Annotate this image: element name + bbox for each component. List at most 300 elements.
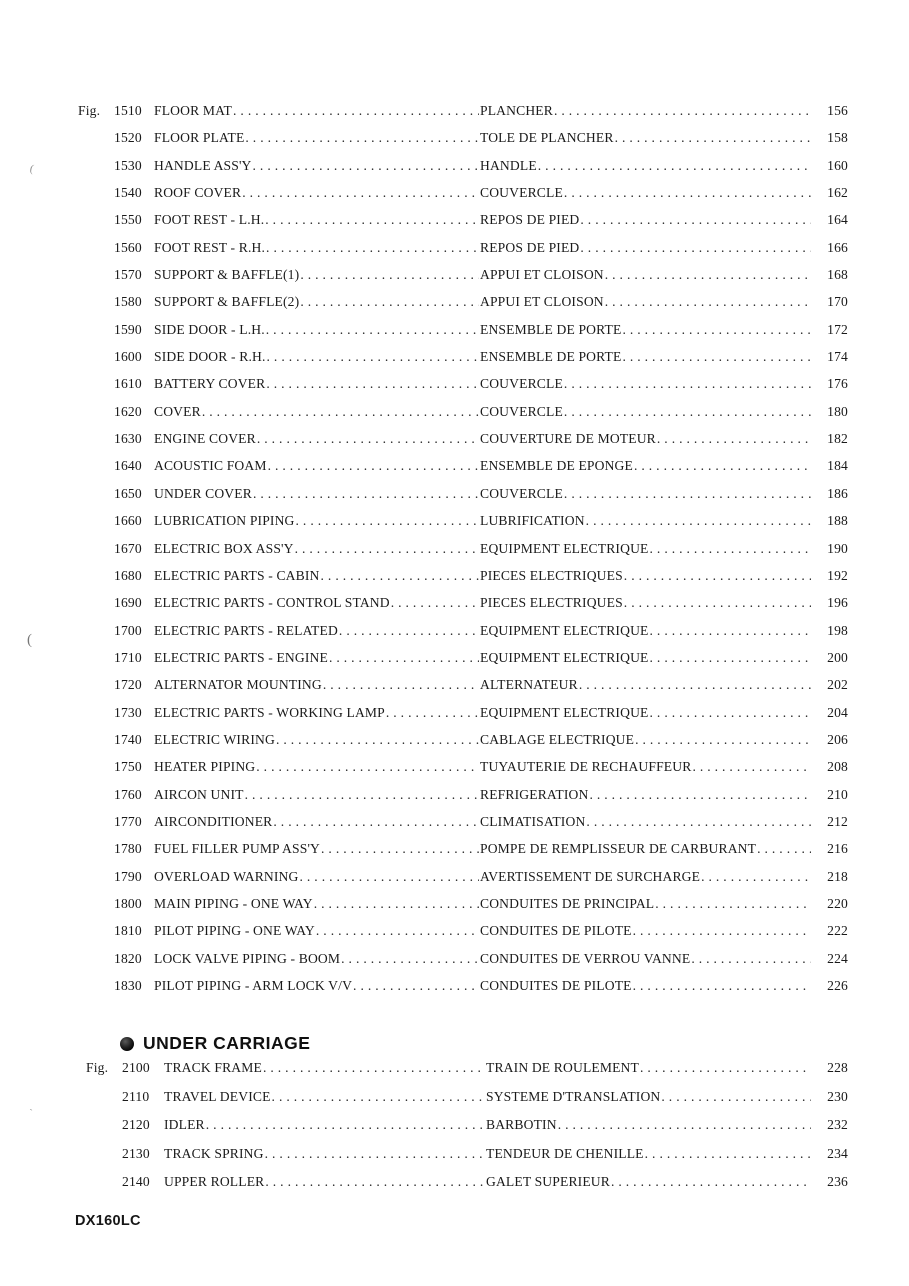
title-french: COUVERCLE [480, 185, 563, 201]
dot-leader [564, 486, 811, 502]
title-english: LUBRICATION PIPING [154, 513, 295, 529]
figure-number: 1820 [114, 950, 142, 966]
page-number: 218 [827, 868, 848, 884]
page-number: 226 [827, 978, 848, 993]
toc-row [78, 130, 848, 157]
title-french: LUBRIFICATION [480, 513, 585, 529]
title-french-block [480, 759, 812, 775]
page-number: 182 [827, 431, 848, 447]
dot-leader [650, 541, 811, 557]
title-english: HEATER PIPING [154, 759, 256, 775]
figure-number: 1560 [114, 239, 142, 255]
title-english-block [154, 978, 480, 994]
figure-number: 2100 [122, 1060, 150, 1075]
dot-leader [202, 404, 479, 420]
title-english-block [154, 103, 480, 119]
toc-row [78, 158, 848, 185]
toc-row [78, 212, 848, 239]
dot-leader [296, 513, 479, 529]
title-french-block [480, 869, 812, 885]
title-french: TENDEUR DE CHENILLE [486, 1145, 644, 1161]
page-number: 174 [827, 349, 848, 365]
page-number: 228 [827, 1060, 848, 1075]
dot-leader [633, 978, 811, 994]
title-french: EQUIPMENT ELECTRIQUE [480, 540, 649, 556]
title-english: AIRCON UNIT [154, 786, 244, 802]
title-french-block [480, 650, 812, 666]
title-english: FLOOR PLATE [154, 130, 245, 146]
title-english-block [154, 650, 480, 666]
dot-leader [329, 650, 479, 666]
dot-leader [316, 923, 479, 939]
figure-number: 1540 [114, 185, 142, 201]
dot-leader [233, 103, 479, 119]
figure-number: 1830 [114, 978, 142, 993]
title-english-block [154, 158, 480, 174]
title-french: REFRIGERATION [480, 786, 589, 802]
toc-row [78, 759, 848, 786]
page-number: 206 [827, 731, 848, 747]
toc-row [78, 923, 848, 950]
title-english: ELECTRIC PARTS - CONTROL STAND [154, 595, 390, 611]
dot-leader [295, 541, 479, 557]
title-french-block [480, 376, 812, 392]
title-english-block [154, 951, 480, 967]
title-french: ENSEMBLE DE PORTE [480, 321, 622, 337]
toc-row [78, 650, 848, 677]
title-english: AIRCONDITIONER [154, 813, 273, 829]
figure-number: 1800 [114, 895, 142, 911]
page-number: 230 [827, 1088, 848, 1104]
page-number: 208 [827, 759, 848, 775]
figure-number: 1580 [114, 294, 142, 310]
title-english: PILOT PIPING - ARM LOCK V/V [154, 978, 353, 993]
title-english: OVERLOAD WARNING [154, 868, 299, 884]
figure-number: 1650 [114, 485, 142, 501]
figure-number: 2140 [122, 1174, 150, 1190]
dot-leader [757, 841, 811, 857]
title-french-block [480, 595, 812, 611]
dot-leader [692, 759, 811, 775]
figure-number: 1780 [114, 841, 142, 857]
toc-row [78, 322, 848, 349]
toc-row [78, 185, 848, 212]
title-french-block [480, 267, 812, 283]
dot-leader [323, 677, 479, 693]
title-english: SIDE DOOR - R.H. [154, 349, 266, 365]
dot-leader [538, 158, 811, 174]
title-english-block [154, 869, 480, 885]
dot-leader [273, 814, 479, 830]
figure-number: 1600 [114, 349, 142, 365]
page-number: 168 [827, 267, 848, 283]
toc-row [78, 513, 848, 540]
title-english-block [154, 349, 480, 365]
title-english: PILOT PIPING - ONE WAY [154, 923, 315, 939]
title-french: POMPE DE REMPLISSEUR DE CARBURANT [480, 841, 757, 857]
title-english-block [154, 732, 480, 748]
page-number: 186 [827, 485, 848, 501]
title-french-block [480, 841, 812, 857]
title-french-block [480, 923, 812, 939]
dot-leader [253, 158, 479, 174]
title-english-block [154, 595, 480, 611]
toc-row [78, 431, 848, 458]
toc-row [78, 568, 848, 595]
title-english: MAIN PIPING - ONE WAY [154, 895, 313, 911]
title-french-block [480, 951, 812, 967]
figure-number: 1790 [114, 868, 142, 884]
title-french: ENSEMBLE DE EPONGE [480, 458, 633, 474]
title-english-block [154, 294, 480, 310]
title-french: REPOS DE PIED [480, 212, 580, 228]
title-french-block [480, 787, 812, 803]
title-english-block [154, 376, 480, 392]
figure-number: 1550 [114, 212, 142, 228]
title-french: CONDUITES DE PILOTE [480, 978, 632, 993]
figure-number: 1740 [114, 731, 142, 747]
figure-number: 1570 [114, 267, 142, 283]
page-number: 170 [827, 294, 848, 310]
dot-leader [245, 787, 479, 803]
toc-row [78, 787, 848, 814]
title-french-block [486, 1146, 812, 1162]
dot-leader [580, 212, 811, 228]
title-english-block [154, 705, 480, 721]
title-french: PIECES ELECTRIQUES [480, 595, 623, 611]
title-french: CONDUITES DE PILOTE [480, 923, 632, 939]
title-french: COUVERCLE [480, 376, 563, 392]
title-english: SUPPORT & BAFFLE(2) [154, 294, 300, 310]
toc-row [78, 349, 848, 376]
title-french-block [486, 1060, 812, 1076]
figure-number: 1690 [114, 595, 142, 611]
title-french: TOLE DE PLANCHER [480, 130, 614, 146]
title-english: ELECTRIC PARTS - ENGINE [154, 649, 328, 665]
dot-leader [622, 322, 811, 338]
page-number: 220 [827, 895, 848, 911]
dot-leader [268, 458, 479, 474]
dot-leader [564, 376, 811, 392]
figure-number: 1700 [114, 622, 142, 638]
figure-number: 1630 [114, 431, 142, 447]
title-french-block [480, 212, 812, 228]
title-french-block [480, 103, 812, 119]
scan-artifact-mark: ( [28, 162, 35, 176]
page-number: 210 [827, 786, 848, 802]
toc-row [78, 841, 848, 868]
title-french: REPOS DE PIED [480, 239, 580, 255]
title-french: GALET SUPERIEUR [486, 1174, 610, 1190]
toc-row [86, 1146, 848, 1175]
figure-number: 2110 [122, 1088, 150, 1104]
title-english-block [154, 841, 480, 857]
title-french: BARBOTIN [486, 1117, 557, 1133]
title-french-block [480, 732, 812, 748]
dot-leader [640, 1060, 811, 1076]
dot-leader [634, 458, 811, 474]
title-french: TUYAUTERIE DE RECHAUFFEUR [480, 759, 692, 775]
dot-leader [242, 185, 479, 201]
title-english: ACOUSTIC FOAM [154, 458, 267, 474]
figure-number: 1680 [114, 567, 142, 583]
dot-leader [586, 814, 811, 830]
dot-leader [558, 1117, 811, 1133]
scan-artifact-mark: ( [27, 632, 32, 648]
page-number: 222 [827, 923, 848, 939]
title-french-block [480, 349, 812, 365]
figure-number: 1510 [114, 103, 142, 118]
title-english-block [154, 240, 480, 256]
section-bullet-icon [120, 1037, 134, 1051]
title-english-block [154, 623, 480, 639]
page-number: 184 [827, 458, 848, 474]
dot-leader [300, 267, 479, 283]
dot-leader [300, 294, 479, 310]
dot-leader [615, 130, 811, 146]
title-english: ELECTRIC BOX ASS'Y [154, 540, 294, 556]
page-number: 172 [827, 321, 848, 337]
figure-number: 1750 [114, 759, 142, 775]
title-english: ELECTRIC PARTS - RELATED [154, 622, 338, 638]
toc-row [78, 103, 848, 130]
dot-leader [339, 623, 479, 639]
page-number: 156 [827, 103, 848, 118]
dot-leader [701, 869, 811, 885]
title-french: SYSTEME D'TRANSLATION [486, 1088, 661, 1104]
title-french-block [480, 431, 812, 447]
title-french: ENSEMBLE DE PORTE [480, 349, 622, 365]
dot-leader [635, 732, 811, 748]
page-number: 202 [827, 677, 848, 693]
page-number: 232 [827, 1117, 848, 1133]
toc-row [78, 294, 848, 321]
dot-leader [272, 1089, 485, 1105]
title-french-block [480, 814, 812, 830]
title-english: SUPPORT & BAFFLE(1) [154, 267, 300, 283]
dot-leader [265, 1146, 485, 1162]
dot-leader [554, 103, 811, 119]
dot-leader [391, 595, 479, 611]
page-number: 198 [827, 622, 848, 638]
title-french: PIECES ELECTRIQUES [480, 567, 623, 583]
dot-leader [661, 1089, 811, 1105]
fig-label: Fig. [86, 1060, 109, 1075]
dot-leader [300, 869, 480, 885]
title-french: HANDLE [480, 157, 537, 173]
figure-number: 1640 [114, 458, 142, 474]
title-english: TRACK SPRING [164, 1145, 264, 1161]
dot-leader [605, 267, 811, 283]
figure-number: 2130 [122, 1145, 150, 1161]
toc-row [78, 677, 848, 704]
page-number: 234 [827, 1145, 848, 1161]
dot-leader [386, 705, 479, 721]
title-french: CONDUITES DE PRINCIPAL [480, 895, 655, 911]
toc-row [78, 705, 848, 732]
title-french-block [480, 513, 812, 529]
dot-leader [257, 431, 479, 447]
page-number: 164 [827, 212, 848, 228]
title-french-block [480, 623, 812, 639]
dot-leader [655, 896, 811, 912]
title-french-block [480, 322, 812, 338]
title-english-block [154, 541, 480, 557]
figure-number: 1610 [114, 376, 142, 392]
dot-leader [253, 486, 479, 502]
figure-number: 1810 [114, 923, 142, 939]
toc-row [78, 486, 848, 513]
title-french: CONDUITES DE VERROU VANNE [480, 950, 691, 966]
toc-section-body-attachments [78, 103, 848, 1005]
dot-leader [589, 787, 811, 803]
toc-section-under-carriage [86, 1060, 848, 1203]
title-french: EQUIPMENT ELECTRIQUE [480, 704, 649, 720]
dot-leader [265, 1174, 485, 1190]
dot-leader [265, 212, 479, 228]
dot-leader [321, 841, 479, 857]
title-english: FOOT REST - L.H. [154, 212, 265, 228]
dot-leader [314, 896, 479, 912]
figure-number: 1760 [114, 786, 142, 802]
title-french: CABLAGE ELECTRIQUE [480, 731, 635, 747]
title-english: ENGINE COVER [154, 431, 256, 447]
dot-leader [564, 404, 811, 420]
title-french: AVERTISSEMENT DE SURCHARGE [480, 868, 701, 884]
title-english-block [154, 513, 480, 529]
title-french: PLANCHER [480, 103, 553, 118]
title-english-block [154, 677, 480, 693]
title-english: ELECTRIC PARTS - CABIN [154, 567, 320, 583]
toc-row [78, 376, 848, 403]
figure-number: 1590 [114, 321, 142, 337]
title-english: UPPER ROLLER [164, 1174, 265, 1190]
title-english-block [154, 759, 480, 775]
title-french-block [480, 404, 812, 420]
title-french: COUVERCLE [480, 403, 563, 419]
dot-leader [624, 568, 811, 584]
title-english-block [154, 568, 480, 584]
toc-row [86, 1060, 848, 1089]
title-english-block [154, 212, 480, 228]
toc-row [78, 896, 848, 923]
title-french: TRAIN DE ROULEMENT [486, 1060, 639, 1075]
page-number: 200 [827, 649, 848, 665]
page-number: 180 [827, 403, 848, 419]
title-english-block [164, 1174, 486, 1190]
toc-row [78, 404, 848, 431]
dot-leader [256, 759, 479, 775]
figure-number: 1710 [114, 649, 142, 665]
title-english-block [154, 923, 480, 939]
title-french-block [480, 705, 812, 721]
title-english-block [154, 458, 480, 474]
title-french: COUVERCLE [480, 485, 563, 501]
title-french: CLIMATISATION [480, 813, 586, 829]
dot-leader [579, 677, 811, 693]
toc-row [78, 814, 848, 841]
toc-row [78, 240, 848, 267]
dot-leader [605, 294, 811, 310]
title-french-block [480, 486, 812, 502]
page-number: 192 [827, 567, 848, 583]
dot-leader [611, 1174, 811, 1190]
dot-leader [353, 978, 479, 994]
title-english-block [154, 267, 480, 283]
title-french: COUVERTURE DE MOTEUR [480, 431, 656, 447]
page-number: 188 [827, 513, 848, 529]
page-number: 236 [827, 1174, 848, 1190]
title-english: UNDER COVER [154, 485, 252, 501]
toc-row [78, 951, 848, 978]
dot-leader [622, 349, 811, 365]
dot-leader [624, 595, 811, 611]
title-french-block [486, 1174, 812, 1190]
title-english: FOOT REST - R.H. [154, 239, 266, 255]
dot-leader [245, 130, 479, 146]
toc-row [78, 458, 848, 485]
title-french: ALTERNATEUR [480, 677, 578, 693]
toc-row [78, 869, 848, 896]
title-english: BATTERY COVER [154, 376, 266, 392]
dot-leader [645, 1146, 811, 1162]
dot-leader [206, 1117, 485, 1133]
title-english: FLOOR MAT [154, 103, 233, 118]
title-french-block [486, 1089, 812, 1105]
figure-number: 1730 [114, 704, 142, 720]
dot-leader [321, 568, 479, 584]
dot-leader [341, 951, 479, 967]
figure-number: 1530 [114, 157, 142, 173]
fig-label: Fig. [78, 103, 101, 118]
title-english: IDLER [164, 1117, 205, 1133]
dot-leader [266, 240, 479, 256]
figure-number: 1620 [114, 403, 142, 419]
page-number: 224 [827, 950, 848, 966]
figure-number: 1770 [114, 813, 142, 829]
page-number: 158 [827, 130, 848, 146]
dot-leader [267, 349, 479, 365]
page-number: 162 [827, 185, 848, 201]
figure-number: 1720 [114, 677, 142, 693]
title-english: HANDLE ASS'Y [154, 157, 252, 173]
toc-row [78, 978, 848, 1005]
section-title: UNDER CARRIAGE [143, 1033, 311, 1053]
title-french: EQUIPMENT ELECTRIQUE [480, 622, 649, 638]
title-english-block [154, 130, 480, 146]
title-french: EQUIPMENT ELECTRIQUE [480, 649, 649, 665]
page-number: 166 [827, 239, 848, 255]
title-english-block [164, 1117, 486, 1133]
title-english-block [154, 787, 480, 803]
page-number: 160 [827, 157, 848, 173]
section-header-under-carriage [120, 1033, 310, 1054]
title-english-block [154, 404, 480, 420]
title-english-block [164, 1060, 486, 1076]
title-french-block [480, 541, 812, 557]
page-number: 204 [827, 704, 848, 720]
scan-artifact-mark: ` [29, 1107, 35, 1120]
title-english: FUEL FILLER PUMP ASS'Y [154, 841, 321, 857]
title-french-block [480, 185, 812, 201]
title-english-block [154, 486, 480, 502]
dot-leader [580, 240, 811, 256]
figure-number: 1660 [114, 513, 142, 529]
title-english: ALTERNATOR MOUNTING [154, 677, 322, 693]
title-english-block [154, 431, 480, 447]
toc-row [78, 267, 848, 294]
dot-leader [650, 650, 811, 666]
